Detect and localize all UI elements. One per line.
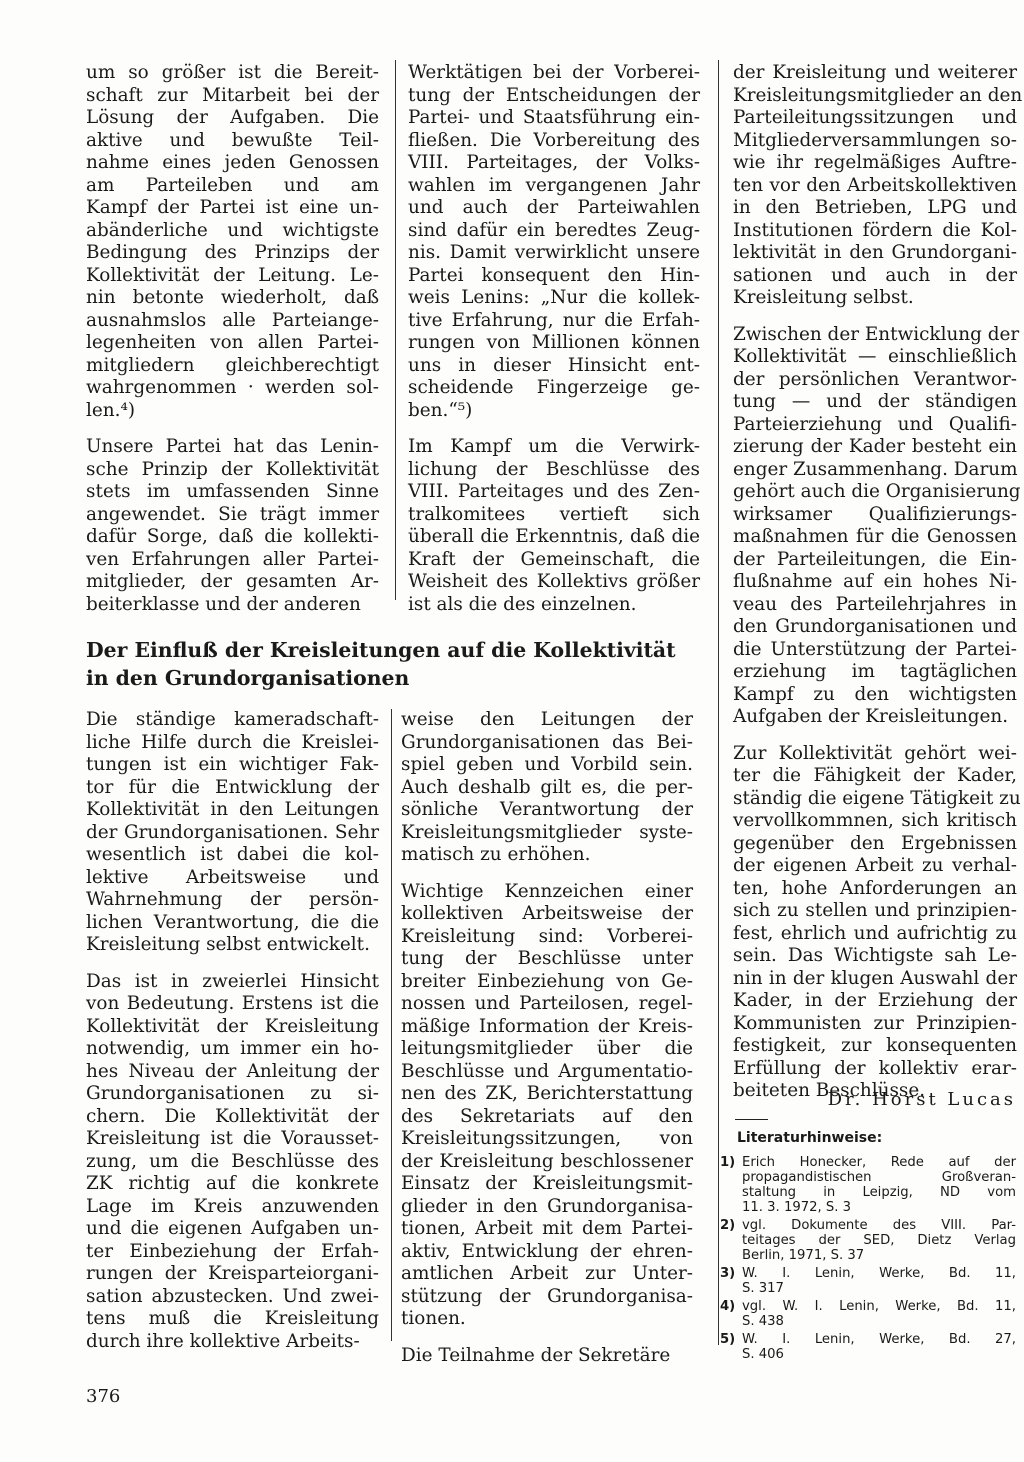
text-line: nen des ZK, Berichterstattung [401,1083,693,1104]
text-line: Kommunisten zur Prinzipien- [733,1012,1017,1034]
text-line: ter Einbeziehung der Erfah- [86,1240,379,1262]
column-rule [718,60,719,1345]
literature-line: 11. 3. 1972, S. 3 [742,1200,852,1215]
text-line: Grundorganisationen das Bei- [401,731,693,753]
text-line: weise den Leitungen der [401,709,693,730]
text-line: Zur Kollektivität gehört wei- [733,742,1017,764]
literature-number: 2) [720,1218,736,1233]
literature-list [720,1155,1016,1365]
text-column-top-middle [408,62,700,616]
text-line: Wichtige Kennzeichen einer [401,880,693,902]
text-line: kollektiven Arbeitsweise der [401,903,693,924]
text-line: schaft zur Mitarbeit bei der [86,84,379,106]
text-line: stützung der Grundorganisa- [401,1285,693,1307]
paragraph [86,436,379,616]
section-heading-line: in den Grundorganisationen [86,666,410,690]
text-line: nin in der klugen Auswahl der [733,967,1017,989]
text-line: Im Kampf um die Verwirk- [408,436,700,457]
paragraph [86,971,379,1354]
text-line: am Parteileben und am [86,174,379,196]
text-line: VIII. Parteitages und des Zen- [408,481,700,502]
text-line: nahme eines jeden Genossen [86,152,379,173]
text-line: breiter Einbeziehung von Ge- [401,970,693,992]
text-line: fließen. Die Vorbereitung des [408,129,700,151]
text-line: von Bedeutung. Erstens ist die [86,993,379,1014]
text-line: und die eigenen Aufgaben un- [86,1218,379,1239]
text-line: liche Hilfe durch die Kreislei- [86,731,379,753]
text-line: Lösung der Aufgaben. Die [86,107,379,128]
text-line: der Kreisleitung und weiterer [733,62,1017,83]
literature-line: Berlin, 1971, S. 37 [742,1248,865,1263]
literature-text [742,1299,1016,1329]
literature-text [742,1332,1016,1362]
text-line: Kampf zu den wichtigsten [733,683,1017,705]
text-line: sind dafür ein beredtes Zeug- [408,219,700,241]
text-line: Kraft der Gemeinschaft, die [408,548,700,570]
text-line: flußnahme auf ein hohes Ni- [733,571,1017,592]
text-line: dafür Sorge, daß die kollekti- [86,526,379,547]
text-line: scheidende Fingerzeige ge- [408,377,700,398]
text-line: Grundorganisationen zu si- [86,1083,379,1104]
text-line: Zwischen der Entwicklung der [733,323,1020,345]
text-line: Kreisleitung ist die Vorausset- [86,1128,379,1149]
text-line: der eigenen Arbeit zu verhal- [733,855,1017,876]
literature-line: vgl. W. I. Lenin, Werke, Bd. 11, [742,1299,1016,1314]
literature-line: S. 438 [742,1314,784,1329]
text-line: des Sekretariats auf den [401,1105,693,1127]
text-line: Parteierziehung und Qualifi- [733,413,1017,435]
text-line: überall die Erkenntnis, daß die [408,526,700,547]
paragraph [733,62,1023,310]
text-line: der persönlichen Verantwor- [733,368,1017,390]
text-line: ständig die eigene Tätigkeit zu [733,787,1021,809]
text-line: mitgliedern gleichberechtigt [86,354,379,376]
literature-line: Erich Honecker, Rede auf der [742,1155,1016,1170]
text-line: wie ihr regelmäßiges Auftre- [733,152,1017,173]
text-line: tens muß die Kreisleitung [86,1308,379,1329]
text-line: um so größer ist die Bereit- [86,62,379,83]
text-line: nis. Damit verwirklicht unsere [408,242,700,263]
text-line: sich zu stellen und prinzipien- [733,900,1017,921]
text-line: tung — und der ständigen [733,391,1017,412]
text-line: sche Prinzip der Kollektivität [86,458,379,480]
text-line: Beschlüsse und Argumentatio- [401,1060,693,1082]
text-line: sation abzustecken. Und zwei- [86,1285,379,1307]
literature-item [720,1155,1016,1215]
text-line: Kollektivität in den Leitungen [86,799,379,820]
literature-item [720,1332,1016,1362]
text-column-right [733,62,1023,1103]
text-line: lektive Arbeitsweise und [86,866,379,888]
text-line: notwendig, um immer ein ho- [86,1038,379,1059]
text-line: sönliche Verantwortung der [401,799,693,820]
text-line: Unsere Partei hat das Lenin- [86,436,379,457]
literature-line: teitages der SED, Dietz Verlag [742,1233,1016,1248]
paragraph [408,436,700,616]
text-line: fest, ehrlich und aufrichtig zu [733,922,1017,944]
literature-line: S. 406 [742,1347,784,1362]
text-line: angewendet. Sie trägt immer [86,503,379,525]
text-line: uns in dieser Hinsicht ent- [408,354,700,376]
text-line: den Grundorganisationen und [733,616,1017,637]
text-line: tung der Beschlüsse unter [401,948,693,969]
text-line: der Grundorganisationen. Sehr [86,821,379,843]
text-line: mitglieder, der gesamten Ar- [86,571,379,592]
text-line: Kreisleitung sind: Vorberei- [401,925,693,947]
text-line: Werktätigen bei der Vorberei- [408,62,700,83]
text-line: Kollektivität der Leitung. Le- [86,264,379,286]
text-line: Kollektivität der Kreisleitung [86,1015,379,1037]
text-line: lektivität in den Grundorgani- [733,242,1017,263]
page-number: 376 [86,1386,121,1407]
text-line: wesentlich ist dabei die kol- [86,844,379,865]
paragraph [86,709,379,957]
literature-line: W. I. Lenin, Werke, Bd. 27, [742,1332,1016,1347]
text-line: vervollkommnen, sich kritisch [733,810,1017,831]
paragraph [733,323,1021,729]
text-line: nossen und Parteilosen, regel- [401,993,693,1014]
text-line: Erfüllung der kollektiv erar- [733,1057,1017,1079]
text-line: Auch deshalb gilt es, die per- [401,776,693,798]
text-line: Partei- und Staatsführung ein- [408,107,700,128]
literature-line: staltung in Leipzig, ND vom [742,1185,1016,1200]
text-line: Kreisleitung selbst. [733,287,914,308]
text-line: len.⁴) [86,399,136,421]
text-line: zierung der Kader besteht ein [733,436,1017,457]
text-line: aktive und bewußte Teil- [86,129,379,151]
section-heading-line: Der Einfluß der Kreisleitungen auf die Kollektivität [86,638,676,662]
text-line: ten vor den Arbeitskollektiven [733,174,1017,196]
literature-line: S. 317 [742,1281,784,1296]
paragraph [408,62,700,422]
text-line: legenheiten von allen Partei- [86,332,379,353]
text-line: Die Teilnahme der Sekretäre [401,1344,671,1366]
paragraph [401,881,693,1331]
text-line: Kreisleitungssitzungen, von [401,1128,693,1149]
section-heading [86,636,686,692]
literature-text [742,1266,1016,1296]
text-line: spiel geben und Vorbild sein. [401,754,693,775]
text-line: tionen, Arbeit mit dem Partei- [401,1218,693,1239]
text-line: Wahrnehmung der persön- [86,889,379,910]
literature-item [720,1218,1016,1263]
column-rule [395,60,396,600]
text-line: tive Erfahrung, nur die Erfah- [408,309,700,331]
text-line: sein. Das Wichtigste sah Le- [733,945,1017,966]
text-line: abänderliche und wichtigste [86,219,379,241]
text-line: gehört auch die Organisierung [733,481,1021,502]
paragraph [401,1345,693,1368]
text-line: ausnahmslos alle Parteiange- [86,309,379,331]
text-line: Die ständige kameradschaft- [86,709,379,730]
literature-line: vgl. Dokumente des VIII. Par- [742,1218,1016,1233]
text-line: mäßige Information der Kreis- [401,1015,693,1037]
text-line: ven Erfahrungen aller Partei- [86,548,379,570]
text-line: VIII. Parteitages, der Volks- [408,152,700,173]
text-line: wahlen im vergangenen Jahr [408,174,700,196]
text-line: sationen und auch in der [733,264,1017,286]
column-rule [391,709,392,1341]
text-line: Kreisleitungsmitglieder syste- [401,821,693,843]
text-line: durch ihre kollektive Arbeits- [86,1330,360,1352]
text-line: beiteten Beschlüsse. [733,1080,926,1101]
paragraph [733,742,1021,1103]
text-line: rungen der Kreisparteiorgani- [86,1263,379,1284]
literature-item [720,1266,1016,1296]
text-column-top-left [86,62,379,616]
text-column-bottom-left [86,709,379,1353]
text-line: rungen von Millionen können [408,332,700,353]
text-line: nin betonte wiederholt, daß [86,287,379,308]
paragraph [401,709,693,867]
text-line: wahrgenommen · werden sol- [86,377,379,398]
text-line: beiterklasse und der anderen [86,593,361,615]
text-line: glieder in den Grundorganisa- [401,1195,693,1217]
text-line: stets im umfassenden Sinne [86,481,379,502]
text-line: lichen Verantwortung, die die [86,911,379,933]
text-column-bottom-middle [401,709,693,1367]
text-line: Kreisleitungsmitglieder an den [733,84,1023,106]
text-line: und auch der Parteiwahlen [408,197,700,218]
text-line: Mitgliederversammlungen so- [733,129,1017,151]
text-line: Das ist in zweierlei Hinsicht [86,970,379,992]
text-line: Kader, in der Erziehung der [733,990,1017,1011]
text-line: festigkeit, zur konsequenten [733,1035,1017,1056]
text-line: tionen. [401,1308,466,1329]
text-line: Parteileitungssitzungen und [733,107,1017,128]
text-line: Partei konsequent den Hin- [408,264,700,286]
paragraph [86,62,379,422]
text-line: erziehung im tagtäglichen [733,661,1017,682]
text-line: leitungsmitglieder über die [401,1038,693,1059]
text-line: Kampf der Partei ist eine un- [86,197,379,218]
author-signature: Dr. Horst Lucas [827,1089,1016,1110]
literature-number: 4) [720,1299,736,1314]
text-line: Einsatz der Kreisleitungsmit- [401,1173,693,1194]
text-line: weis Lenins: „Nur die kollek- [408,287,700,308]
text-line: der Parteileitungen, die Ein- [733,548,1017,570]
text-line: enger Zusammenhang. Darum [733,458,1018,480]
text-line: ten, hohe Anforderungen an [733,877,1017,899]
literature-line: propagandistischen Großveran- [742,1170,1016,1185]
text-line: matisch zu erhöhen. [401,844,591,865]
text-line: Institutionen fördern die Kol- [733,219,1017,241]
literature-title: Literaturhinweise: [737,1130,883,1146]
literature-text [742,1218,1016,1263]
literature-number: 1) [720,1155,736,1170]
text-line: gegenüber den Ergebnissen [733,832,1017,854]
text-line: Aufgaben der Kreisleitungen. [733,706,1009,727]
text-line: maßnahmen für die Genossen [733,526,1017,547]
text-line: ben.“⁵) [408,399,473,421]
text-line: der Kreisleitung beschlossener [401,1150,693,1172]
text-line: hes Niveau der Anleitung der [86,1060,379,1082]
text-line: die Unterstützung der Partei- [733,638,1017,660]
text-line: Bedingung des Prinzips der [86,242,379,263]
literature-line: W. I. Lenin, Werke, Bd. 11, [742,1266,1016,1281]
literature-item [720,1299,1016,1329]
text-line: lichung der Beschlüsse des [408,458,700,480]
text-line: chern. Die Kollektivität der [86,1105,379,1127]
text-line: Lage im Kreis anzuwenden [86,1195,379,1217]
literature-number: 3) [720,1266,736,1281]
text-line: Kreisleitung selbst entwickelt. [86,934,370,955]
text-line: amtlichen Arbeit zur Unter- [401,1263,693,1284]
text-line: ter die Fähigkeit der Kader, [733,765,1017,786]
text-line: zung, um die Beschlüsse des [86,1150,379,1172]
literature-number: 5) [720,1332,736,1347]
text-line: tung der Entscheidungen der [408,84,700,106]
text-line: aktiv, Entwicklung der ehren- [401,1240,693,1262]
text-line: tungen ist ein wichtiger Fak- [86,754,379,775]
footnote-rule [735,1119,768,1120]
text-line: ZK richtig auf die konkrete [86,1173,379,1194]
text-line: tralkomitees vertieft sich [408,503,700,525]
literature-text [742,1155,1016,1215]
text-line: veau des Parteilehrjahres in [733,593,1017,615]
text-line: Kollektivität — einschließlich [733,346,1017,367]
text-line: tor für die Entwicklung der [86,776,379,798]
text-line: Weisheit des Kollektivs größer [408,571,700,592]
text-line: ist als die des einzelnen. [408,593,637,615]
text-line: in den Betrieben, LPG und [733,197,1017,218]
text-line: wirksamer Qualifizierungs- [733,503,1017,525]
